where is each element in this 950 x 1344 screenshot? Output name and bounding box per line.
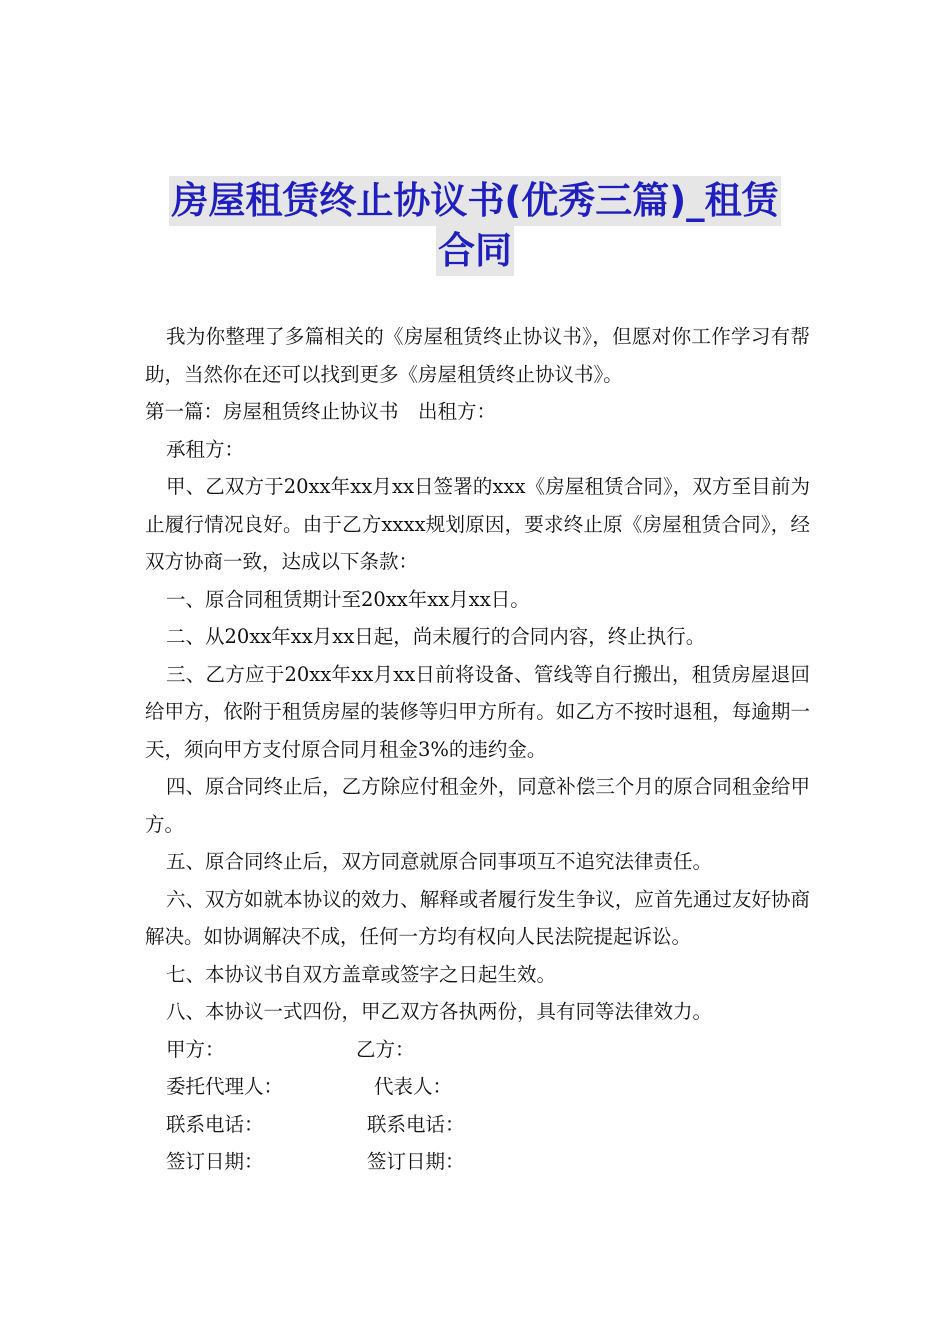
signature-row-parties: [145, 1031, 810, 1069]
preamble-paragraph: 甲、乙双方于20xx年xx月xx日签署的xxx《房屋租赁合同》，双方至目前为止履行情况良好。由于乙方xxxx规划原因，要求终止原《房屋租赁合同》，经双方协商一致，达成以下条款：: [145, 475, 810, 573]
clause-6: 六、双方如就本协议的效力、解释或者履行发生争议，应首先通过友好协商解决。如协调解决不成，任何一方均有权向人民法院提起诉讼。: [145, 887, 810, 948]
date-a-label: 签订日期：: [166, 1150, 264, 1173]
party-b-label: 乙方：: [356, 1037, 415, 1061]
document-title: [120, 176, 830, 276]
clause-5: 五、原合同终止后，双方同意就原合同事项互不追究法律责任。: [166, 850, 713, 873]
section-heading: 第一篇：房屋租赁终止协议书 出租方：: [145, 400, 497, 423]
intro-paragraph: 我为你整理了多篇相关的《房屋租赁终止协议书》，但愿对你工作学习有帮助，当然你在还可以找到更多《房屋租赁终止协议书》。: [145, 325, 810, 386]
phone-b-label: 联系电话：: [367, 1112, 465, 1136]
signature-row-agents: [145, 1068, 810, 1106]
title-line-2: 合同: [436, 226, 514, 276]
party-a-label: 甲方：: [166, 1037, 225, 1061]
signature-row-dates: [145, 1143, 810, 1181]
signature-row-phones: [145, 1106, 810, 1144]
representative-label: 代表人：: [374, 1075, 453, 1098]
phone-a-label: 联系电话：: [166, 1112, 264, 1136]
lessee-line: 承租方：: [166, 437, 245, 461]
agent-label: 委托代理人：: [166, 1075, 284, 1098]
clause-4: 四、原合同终止后，乙方除应付租金外，同意补偿三个月的原合同租金给甲方。: [145, 775, 810, 836]
title-line-1: 房屋租赁终止协议书(优秀三篇)_租赁: [169, 176, 780, 226]
clause-2: 二、从20xx年xx月xx日起，尚未履行的合同内容，终止执行。: [166, 625, 706, 648]
date-b-label: 签订日期：: [367, 1150, 465, 1173]
clause-3: 三、乙方应于20xx年xx月xx日前将设备、管线等自行搬出，租赁房屋退回给甲方，依附于租赁房屋的装修等归甲方所有。如乙方不按时退租，每逾期一天，须向甲方支付原合同月租金3%的违约金。: [145, 662, 810, 761]
document-body: [145, 318, 810, 1181]
clause-7: 七、本协议书自双方盖章或签字之日起生效。: [166, 962, 557, 986]
clause-8: 八、本协议一式四份，甲乙双方各执两份，具有同等法律效力。: [166, 1000, 713, 1023]
clause-1: 一、原合同租赁期计至20xx年xx月xx日。: [166, 587, 530, 611]
